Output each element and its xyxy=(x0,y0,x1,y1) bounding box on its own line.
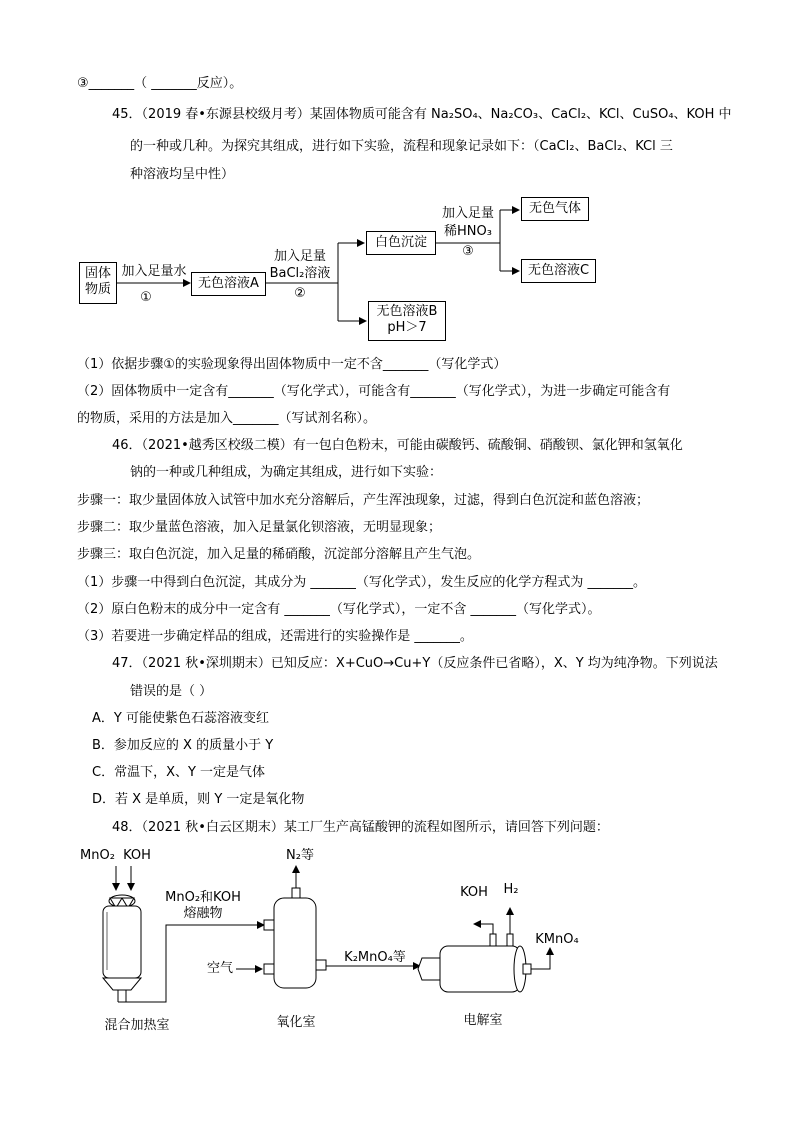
q46-step-1: 步骤一：取少量固体放入试管中加水充分溶解后，产生浑浊现象，过滤，得到白色沉淀和蓝色溶液； xyxy=(77,493,650,508)
q46-step-2: 步骤二：取少量蓝色溶液，加入足量氯化钡溶液，无明显现象； xyxy=(77,520,442,535)
electrolysis-room-label: 电解室 xyxy=(463,1013,503,1028)
q46-stem-2: 钠的一种或几种组成，为确定其组成，进行如下实验： xyxy=(130,465,443,480)
step-3-marker: ③ xyxy=(462,244,474,259)
colorless-solution-a-box: 无色溶液A xyxy=(191,272,266,296)
n2-output-label: N₂等 xyxy=(286,848,314,863)
step-1-marker: ① xyxy=(140,290,152,305)
q45-sub-1: （1）依据步骤①的实验现象得出固体物质中一定不含_______（写化学式） xyxy=(77,357,507,372)
solution-b-name: 无色溶液B xyxy=(376,304,438,319)
mixing-heating-room-label: 混合加热室 xyxy=(104,1018,170,1033)
plant-input-koh: KOH xyxy=(123,848,151,863)
colorless-solution-b-box xyxy=(368,301,446,341)
k2mno4-label: K₂MnO₄等 xyxy=(344,950,406,965)
koh-output-label: KOH xyxy=(460,885,488,900)
white-precipitate-box: 白色沉淀 xyxy=(366,231,436,255)
air-input-label: 空气 xyxy=(206,961,233,976)
q45-stem-3: 种溶液均呈中性） xyxy=(130,167,235,182)
melt-label-1: MnO₂和KOH xyxy=(165,890,241,905)
q48-stem: 48．（2021 秋•白云区期末）某工厂生产高锰酸钾的流程如图所示，请回答下列问题： xyxy=(112,820,609,835)
solution-b-ph: pH＞7 xyxy=(387,320,427,335)
plant-input-mno2: MnO₂ xyxy=(80,848,115,863)
q46-stem-1: 46．（2021•越秀区校级二模）有一包白色粉末，可能由碳酸钙、硫酸铜、硝酸钡、氯化钾和氢氧化 xyxy=(112,438,683,453)
q47-option-d: D．若 X 是单质，则 Y 一定是氧化物 xyxy=(92,792,305,807)
colorless-solution-c-box: 无色溶液C xyxy=(521,259,596,283)
q45-sub-2: （2）固体物质中一定含有_______（写化学式），可能含有_______（写化学式），为进一步确定可能含有 xyxy=(77,384,671,399)
oxidation-room-label: 氧化室 xyxy=(276,1015,316,1030)
colorless-gas-box: 无色气体 xyxy=(521,197,589,221)
add-bacl2-label-1: 加入足量 xyxy=(273,249,326,264)
add-hno3-label-2: 稀HNO₃ xyxy=(444,224,492,239)
q44-blank-line: ③_______（ _______反应）。 xyxy=(77,76,243,91)
kmno4-output-label: KMnO₄ xyxy=(535,932,579,947)
q46-sub-2: （2）原白色粉末的成分中一定含有 _______（写化学式），一定不含 _______（写化学式）。 xyxy=(77,602,601,617)
q46-sub-1: （1）步骤一中得到白色沉淀，其成分为 _______（写化学式），发生反应的化学方程式为 _______。 xyxy=(77,575,647,590)
q47-option-c: C．常温下，X、Y 一定是气体 xyxy=(92,765,266,780)
h2-output-label: H₂ xyxy=(503,882,519,897)
step-2-marker: ② xyxy=(294,286,306,301)
melt-label-2: 熔融物 xyxy=(183,906,223,921)
q47-option-b: B．参加反应的 X 的质量小于 Y xyxy=(92,738,274,753)
q46-sub-3: （3）若要进一步确定样品的组成，还需进行的实验操作是 _______。 xyxy=(77,629,473,644)
add-bacl2-label-2: BaCl₂溶液 xyxy=(269,266,331,281)
q45-stem-1: 45．（2019 春•东源县校级月考）某固体物质可能含有 Na₂SO₄、Na₂CO₃、CaCl₂、KCl、CuSO₄、KOH 中 xyxy=(112,107,732,122)
q46-step-3: 步骤三：取白色沉淀，加入足量的稀硝酸，沉淀部分溶解且产生气泡。 xyxy=(77,547,481,562)
add-water-label: 加入足量水 xyxy=(121,264,187,279)
q45-sub-2-cont: 的物质，采用的方法是加入_______（写试剂名称）。 xyxy=(77,411,377,426)
q47-stem-1: 47．（2021 秋•深圳期末）已知反应：X+CuO→Cu+Y（反应条件已省略），X、Y 均为纯净物。下列说法 xyxy=(112,656,718,671)
q47-option-a: A．Y 可能使紫色石蕊溶液变红 xyxy=(92,711,269,726)
q47-stem-2: 错误的是（ ） xyxy=(130,684,213,699)
q45-stem-2: 的一种或几种。为探究其组成，进行如下实验，流程和现象记录如下：（CaCl₂、BaCl₂、KCl 三 xyxy=(130,139,673,154)
solid-substance-box: 固体物质 xyxy=(79,262,117,304)
add-hno3-label-1: 加入足量 xyxy=(441,206,494,221)
